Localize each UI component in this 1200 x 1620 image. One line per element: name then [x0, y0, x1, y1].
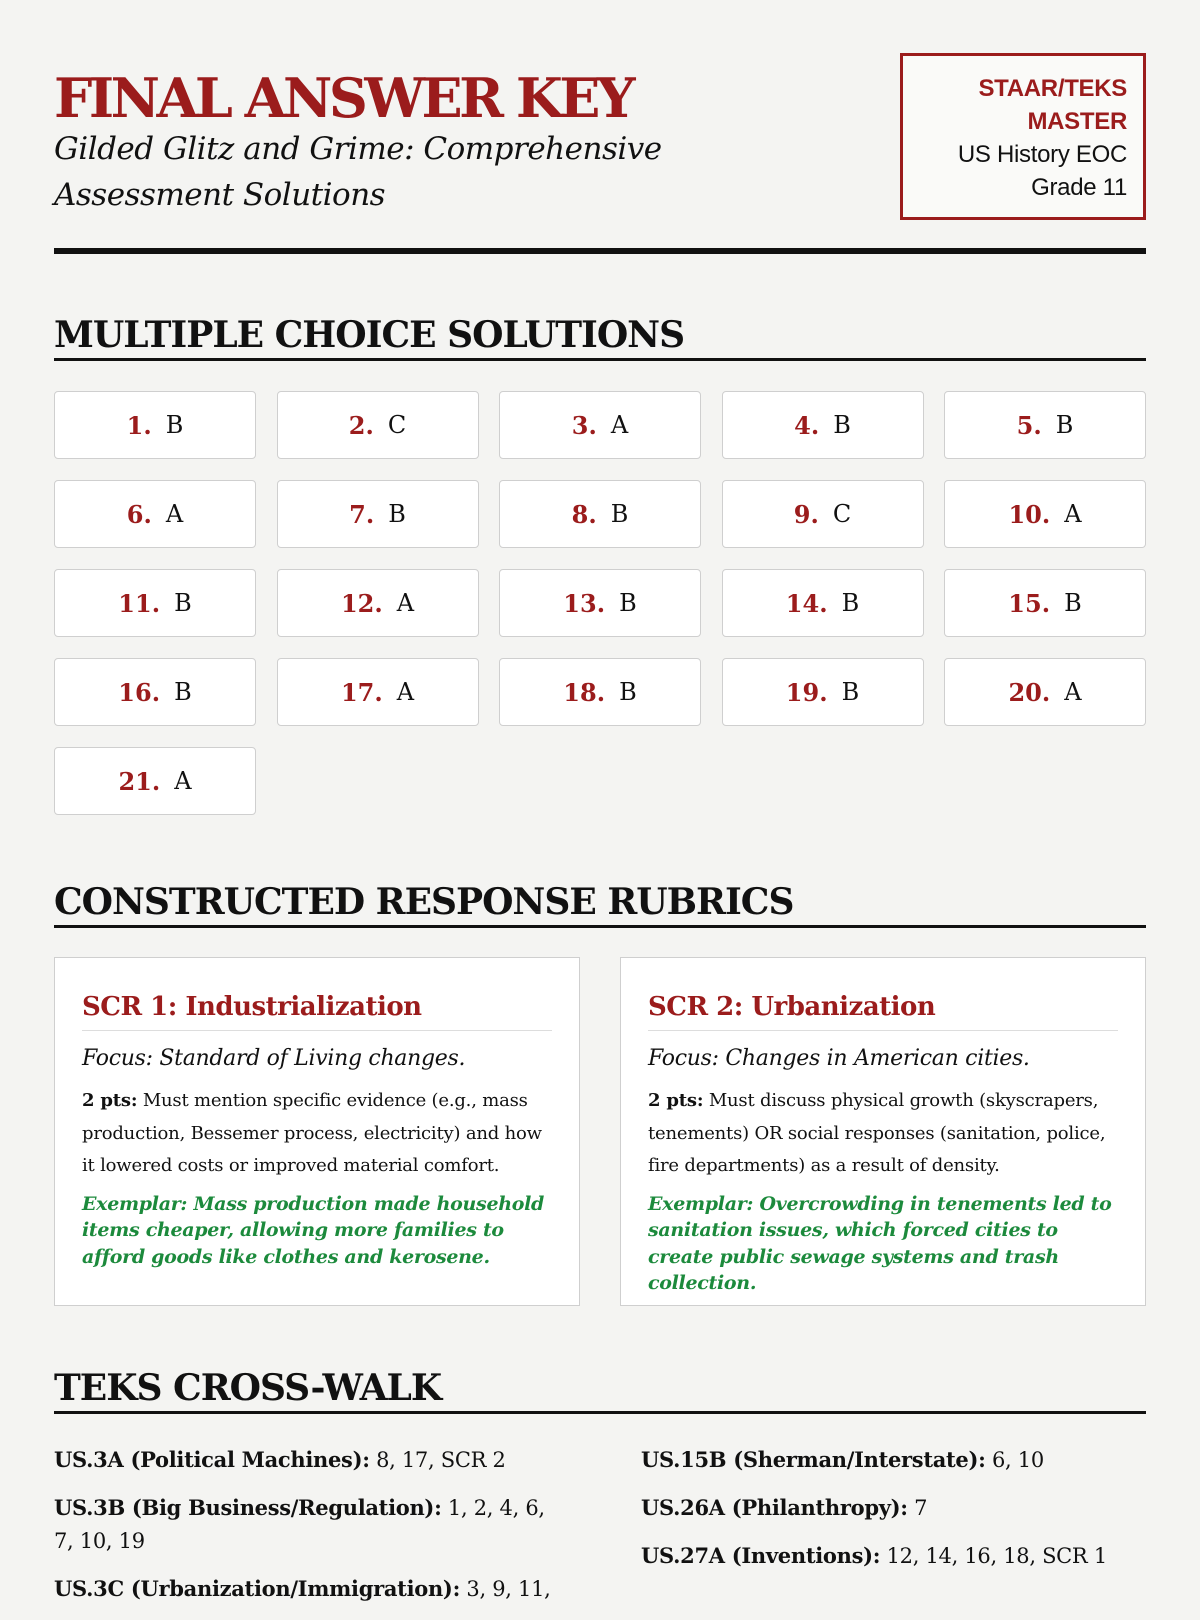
question-number: 4. [794, 410, 820, 440]
answer-cell-2 [277, 391, 479, 459]
answer-cell-9 [722, 480, 924, 548]
answer-letter: B [619, 678, 637, 706]
question-number: 15. [1008, 588, 1051, 618]
question-number: 17. [340, 677, 383, 707]
rubric-focus: Focus: Changes in American cities. [648, 1046, 1030, 1071]
teks-entry [641, 1443, 1141, 1477]
answer-letter: C [832, 500, 852, 528]
teks-code: US.3B (Big Business/Regulation): [54, 1495, 442, 1520]
question-number: 9. [793, 499, 819, 529]
question-number: 19. [785, 677, 828, 707]
section-heading-constructed-response: CONSTRUCTED RESPONSE RUBRICS [54, 881, 1146, 928]
answer-letter: A [396, 678, 415, 706]
teks-entry [54, 1443, 554, 1477]
rubric-card-scr2 [620, 957, 1146, 1306]
teks-items: 12, 14, 16, 18, SCR 1 [886, 1544, 1107, 1568]
answer-letter: A [1064, 678, 1082, 706]
teks-column-left [54, 1443, 641, 1620]
answer-letter: B [174, 678, 192, 706]
answer-cell-7 [277, 480, 479, 548]
answer-cell-4 [722, 391, 924, 459]
question-number: 8. [571, 499, 597, 529]
answer-letter: B [833, 411, 851, 439]
rubric-points-text: Must discuss physical growth (skyscrapers, tenements) OR social responses (sanitation, police, fire departments) as a result of density. [648, 1090, 1106, 1176]
answer-cell-16 [54, 658, 256, 726]
teks-items: 7 [914, 1496, 928, 1520]
answer-cell-18 [499, 658, 701, 726]
answer-letter: B [1064, 589, 1082, 617]
answer-cell-8 [499, 480, 701, 548]
answer-letter: B [610, 500, 629, 528]
answer-cell-5 [944, 391, 1146, 459]
question-number: 18. [563, 677, 606, 707]
teks-code: US.3C (Urbanization/Immigration): [54, 1576, 461, 1601]
question-number: 12. [340, 588, 383, 618]
answer-letter: A [396, 589, 415, 617]
teks-crosswalk [54, 1443, 1146, 1620]
answer-cell-13 [499, 569, 701, 637]
answer-cell-17 [277, 658, 479, 726]
rubric-points [648, 1085, 1118, 1183]
course-badge [900, 53, 1146, 220]
answer-letter: B [619, 589, 637, 617]
question-number: 20. [1008, 677, 1051, 707]
question-number: 2. [348, 410, 374, 440]
header [54, 0, 1146, 254]
page-title: FINAL ANSWER KEY [54, 66, 632, 130]
answer-cell-6 [54, 480, 256, 548]
rubric-exemplar: Exemplar: Mass production made household items cheaper, allowing more families to afford goods like clothes and kerosene. [82, 1192, 545, 1268]
answer-letter: B [165, 411, 184, 439]
question-number: 14. [785, 588, 828, 618]
teks-items: 6, 10 [991, 1448, 1044, 1472]
answer-letter: B [841, 678, 860, 706]
question-number: 11. [118, 588, 161, 618]
question-number: 10. [1008, 499, 1051, 529]
teks-entry [54, 1491, 554, 1558]
answer-letter: A [174, 767, 192, 795]
answer-cell-15 [944, 569, 1146, 637]
answer-letter: A [1064, 500, 1082, 528]
question-number: 5. [1016, 410, 1042, 440]
rubric-title: SCR 1: Industrialization [82, 990, 552, 1031]
teks-items: 1, 2, 4, 6, 7, 10, 19 [54, 1496, 545, 1553]
teks-entry [54, 1572, 554, 1606]
badge-course: US History EOC Grade 11 [957, 141, 1127, 201]
teks-code: US.27A (Inventions): [641, 1543, 881, 1568]
answer-cell-12 [277, 569, 479, 637]
question-number: 3. [571, 410, 597, 440]
teks-column-right [641, 1443, 1146, 1620]
answer-cell-19 [722, 658, 924, 726]
answer-letter: A [165, 500, 184, 528]
question-number: 21. [118, 766, 161, 796]
question-number: 1. [126, 410, 152, 440]
teks-code: US.15B (Sherman/Interstate): [641, 1447, 986, 1472]
badge-label: STAAR/TEKS MASTER [978, 75, 1127, 135]
rubric-points-label: 2 pts: [648, 1090, 704, 1111]
section-heading-multiple-choice: MULTIPLE CHOICE SOLUTIONS [54, 314, 1146, 361]
answer-cell-14 [722, 569, 924, 637]
rubric-title: SCR 2: Urbanization [648, 990, 1118, 1031]
rubric-points [82, 1085, 552, 1183]
answer-letter: B [841, 589, 860, 617]
question-number: 16. [118, 677, 161, 707]
answer-cell-11 [54, 569, 256, 637]
rubric-focus: Focus: Standard of Living changes. [82, 1046, 466, 1071]
answer-cell-21 [54, 747, 256, 815]
question-number: 6. [126, 499, 152, 529]
answer-letter: A [610, 411, 629, 439]
teks-code: US.26A (Philanthropy): [641, 1495, 908, 1520]
teks-code: US.3A (Political Machines): [54, 1447, 370, 1472]
answer-cell-20 [944, 658, 1146, 726]
question-number: 7. [349, 499, 375, 529]
page-subtitle: Gilded Glitz and Grime: Comprehensive Assessment Solutions [54, 131, 662, 213]
rubric-points-label: 2 pts: [82, 1090, 138, 1111]
rubric-card-scr1 [54, 957, 580, 1306]
multiple-choice-grid [54, 391, 1146, 815]
teks-items: 8, 17, SCR 2 [376, 1448, 506, 1472]
answer-letter: B [388, 500, 406, 528]
teks-items: 3, 9, 11, [466, 1577, 551, 1601]
answer-cell-1 [54, 391, 256, 459]
rubric-cards [54, 957, 1146, 1306]
answer-cell-3 [499, 391, 701, 459]
answer-letter: B [174, 589, 192, 617]
answer-cell-10 [944, 480, 1146, 548]
rubric-exemplar: Exemplar: Overcrowding in tenements led to sanitation issues, which forced cities to create public sewage systems and trash collection. [648, 1192, 1112, 1294]
answer-letter: B [1055, 411, 1074, 439]
teks-entry [641, 1539, 1141, 1573]
answer-letter: C [387, 411, 407, 439]
section-heading-teks: TEKS CROSS-WALK [54, 1367, 1146, 1414]
rubric-points-text: Must mention specific evidence (e.g., mass production, Bessemer process, electricity) and how it lowered costs or improved material comfort. [82, 1090, 542, 1176]
teks-entry [641, 1491, 1141, 1525]
question-number: 13. [563, 588, 606, 618]
